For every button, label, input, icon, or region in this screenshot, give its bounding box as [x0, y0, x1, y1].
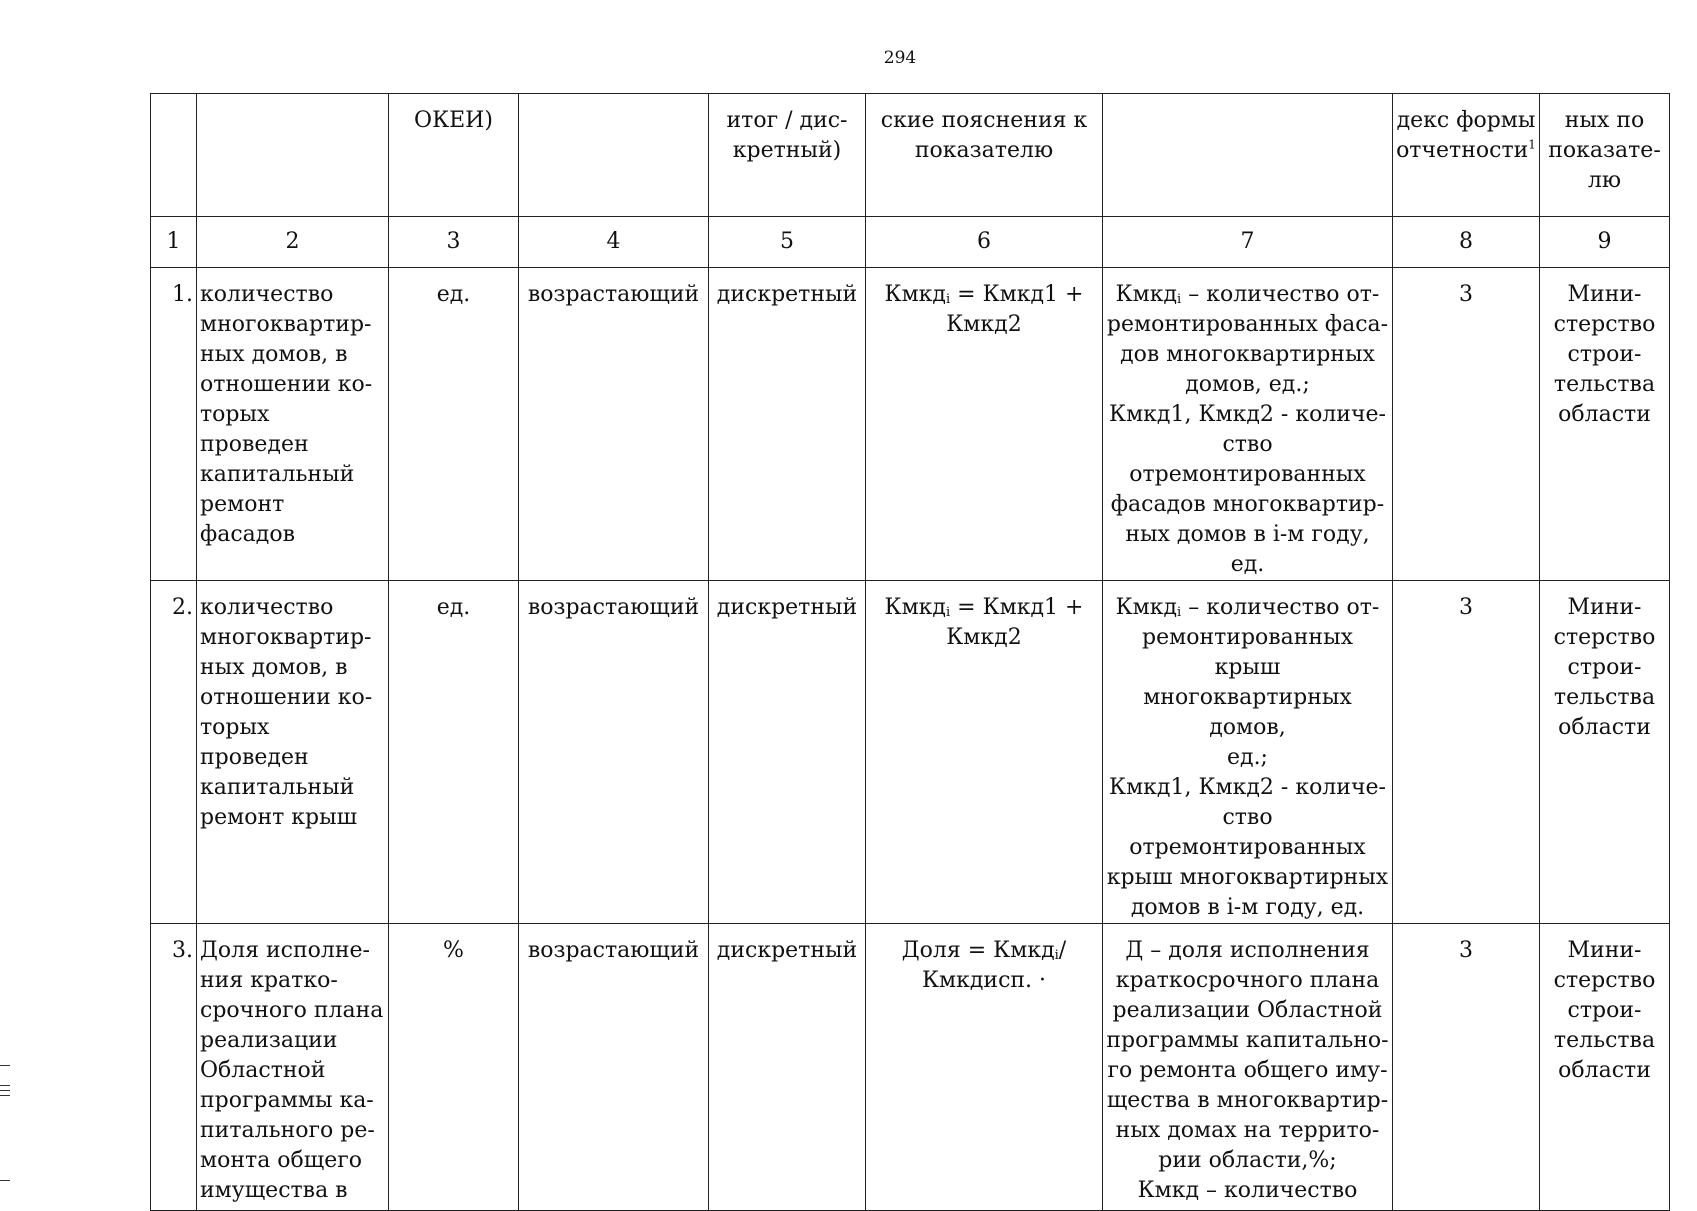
page-number: 294 — [883, 48, 917, 68]
indicator-name: Доля исполне- ния кратко- срочного плана реализации Областной программы ка- питального ре- монта общего имущества в — [197, 924, 389, 1211]
header-cell-7 — [1103, 94, 1393, 217]
source-cell: Мини- стерство строи- тельства области — [1540, 268, 1670, 581]
unit-cell: ед. — [389, 268, 519, 581]
direction-cell: возрастающий — [519, 924, 709, 1211]
column-number: 2 — [197, 217, 389, 268]
header-cell-9: ных по показате- лю — [1540, 94, 1670, 217]
formula-subscript: i — [945, 605, 951, 620]
direction-cell: возрастающий — [519, 581, 709, 924]
formula-cell — [866, 268, 1103, 581]
table-row — [151, 924, 1670, 1211]
header-cell-3: ОКЕИ) — [389, 94, 519, 217]
header-cell-1 — [151, 94, 197, 217]
explanation-part: Кмкд — [1115, 595, 1178, 620]
table-row — [151, 268, 1670, 581]
explanation-cell — [1103, 268, 1393, 581]
explanation-subscript: i — [1177, 292, 1182, 307]
form-index-cell: 3 — [1393, 581, 1540, 924]
formula-part: Кмкд — [884, 282, 946, 307]
column-numbers-row — [151, 217, 1670, 268]
formula-part: = Кмкд1 + Кмкд2 — [946, 595, 1084, 650]
footnote-mark: 1 — [1528, 137, 1536, 152]
column-number: 6 — [866, 217, 1103, 268]
formula-subscript: i — [1054, 948, 1059, 963]
explanation-part: – количество от- ремонтированных фаса- дов многоквартирных домов, ед.; Кмкд1, Кмкд2 - количе- ство отремонтированных фасадов многоквартир- ных домов в i-м году, ед. — [1106, 282, 1389, 577]
scan-edge-mark — [0, 1095, 10, 1096]
indicators-table — [150, 93, 1670, 1211]
scan-edge-mark — [0, 1085, 10, 1086]
column-number: 4 — [519, 217, 709, 268]
column-number: 7 — [1103, 217, 1393, 268]
column-number: 8 — [1393, 217, 1540, 268]
direction-cell: возрастающий — [519, 268, 709, 581]
type-cell: дискретный — [709, 581, 866, 924]
formula-part: Доля = Кмкд — [901, 938, 1055, 963]
column-number: 5 — [709, 217, 866, 268]
explanation-part: – количество от- ремонтированных крыш многоквартирных домов, ед.; Кмкд1, Кмкд2 - количе- ство отремонтированных крыш многоквартирных домов в i-м году, ед. — [1106, 595, 1389, 920]
row-number: 1. — [151, 268, 197, 581]
header-cell-5: итог / дис- кретный) — [709, 94, 866, 217]
source-cell: Мини- стерство строи- тельства области — [1540, 924, 1670, 1211]
explanation-subscript: i — [1177, 605, 1182, 620]
explanation-part: Д – доля исполнения краткосрочного плана реализации Областной программы капитально- го ремонта общего иму- щества в многоквартир- ных домах на террито- рии области,%; Кмкд – количество — [1106, 938, 1389, 1203]
table-header-row — [151, 94, 1670, 217]
formula-part: Кмкд — [884, 595, 946, 620]
form-index-cell: 3 — [1393, 924, 1540, 1211]
header-cell-8 — [1393, 94, 1540, 217]
column-number: 1 — [151, 217, 197, 268]
type-cell: дискретный — [709, 924, 866, 1211]
table-row — [151, 581, 1670, 924]
formula-subscript: i — [945, 292, 951, 307]
column-number: 3 — [389, 217, 519, 268]
indicator-name: количество многоквартир- ных домов, в отношении ко- торых проведен капитальный ремонт фасадов — [197, 268, 389, 581]
indicator-name: количество многоквартир- ных домов, в отношении ко- торых проведен капитальный ремонт крыш — [197, 581, 389, 924]
scan-edge-mark — [0, 1065, 10, 1066]
header-cell-4 — [519, 94, 709, 217]
unit-cell: % — [389, 924, 519, 1211]
header-cell-8-text: декс формы отчетности — [1396, 108, 1536, 163]
explanation-cell — [1103, 924, 1393, 1211]
formula-cell — [866, 581, 1103, 924]
formula-part: / Кмкдисп. · — [921, 938, 1067, 993]
type-cell: дискретный — [709, 268, 866, 581]
header-cell-2 — [197, 94, 389, 217]
row-number: 3. — [151, 924, 197, 1211]
form-index-cell: 3 — [1393, 268, 1540, 581]
header-cell-6: ские пояснения к показателю — [866, 94, 1103, 217]
unit-cell: ед. — [389, 581, 519, 924]
column-number: 9 — [1540, 217, 1670, 268]
scan-edge-mark — [0, 1090, 10, 1091]
explanation-cell — [1103, 581, 1393, 924]
formula-part: = Кмкд1 + Кмкд2 — [946, 282, 1084, 337]
source-cell: Мини- стерство строи- тельства области — [1540, 581, 1670, 924]
row-number: 2. — [151, 581, 197, 924]
explanation-part: Кмкд — [1115, 282, 1178, 307]
formula-cell — [866, 924, 1103, 1211]
scan-edge-mark — [0, 1180, 10, 1181]
